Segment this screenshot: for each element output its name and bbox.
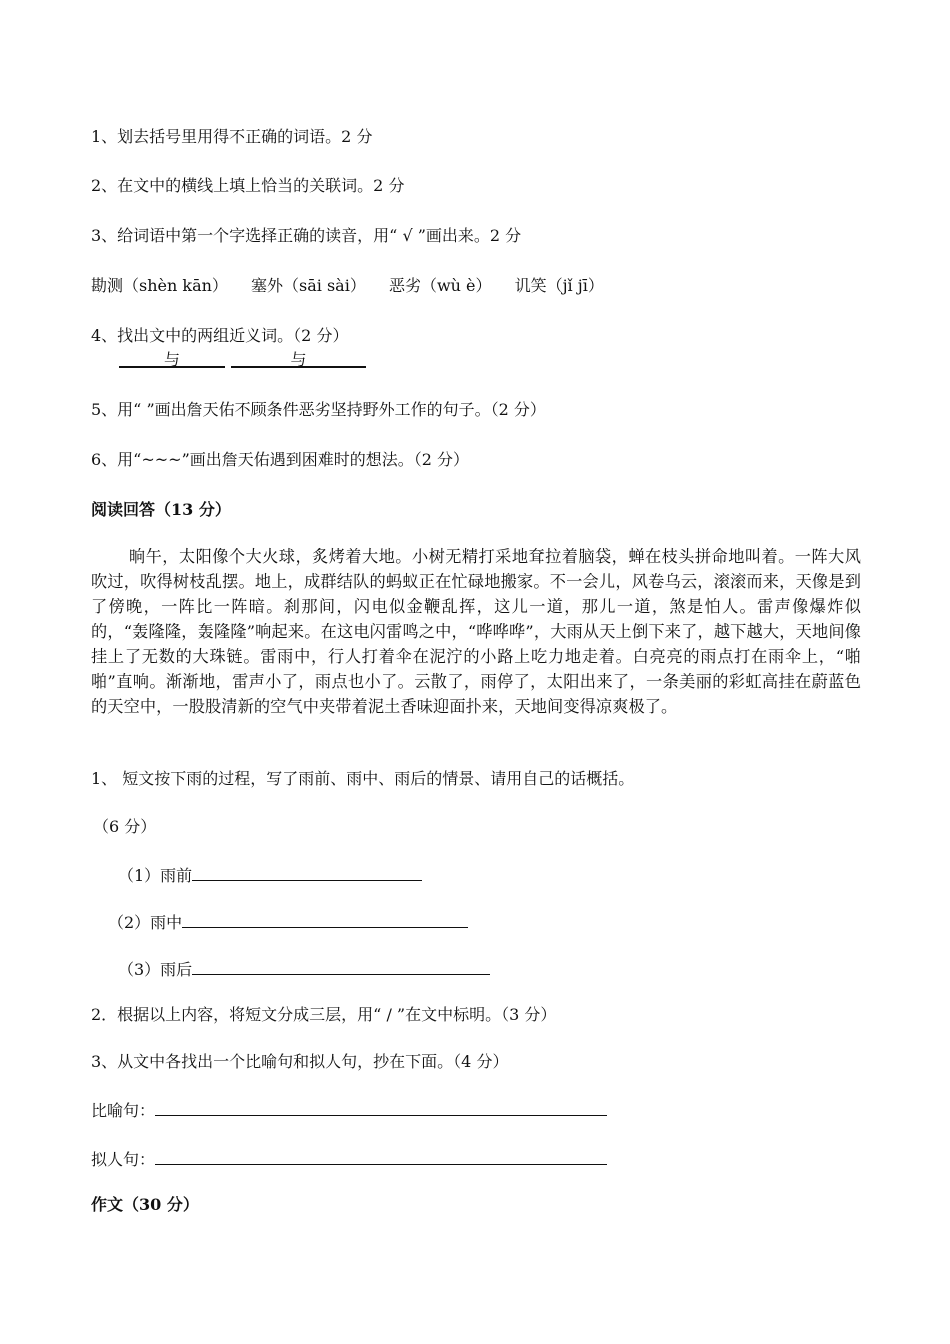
reading-question-3: 3、从文中各找出一个比喻句和拟人句，抄在下面。（4 分） (91, 1052, 509, 1071)
section-reading-title: 阅读回答（13 分） (91, 500, 231, 519)
simile-label: 比喻句： (91, 1101, 156, 1120)
simile-line (91, 1097, 607, 1123)
personification-label: 拟人句： (91, 1150, 156, 1169)
answer-line-during-rain (108, 909, 468, 935)
answer-label: （1）雨前 (118, 866, 193, 885)
synonym-blanks (119, 348, 366, 372)
question-1: 1、划去括号里用得不正确的词语。2 分 (91, 127, 373, 146)
simile-blank[interactable] (155, 1097, 607, 1116)
pinyin-row (91, 274, 604, 298)
reading-question-1-score: （6 分） (93, 817, 157, 836)
question-3: 3、给词语中第一个字选择正确的读音，用“ √ ”画出来。2 分 (91, 226, 522, 245)
reading-passage: 晌午，太阳像个大火球，炙烤着大地。小树无精打采地耷拉着脑袋，蝉在枝头拼命地叫着。一阵大风吹过，吹得树枝乱摆。地上，成群结队的蚂蚁正在忙碌地搬家。不一会儿，风卷乌云，滚滚而来，天像是到了傍晚，一阵比一阵暗。刹那间，闪电似金鞭乱挥，这儿一道，那儿一道，煞是怕人。雷声像爆炸似的，“轰隆隆，轰隆隆”响起来。在这电闪雷鸣之中，“哗哗哗”，大雨从天上倒下来了，越下越大，天地间像挂上了无数的大珠链。雷雨中，行人打着伞在泥泞的小路上吃力地走着。白亮亮的雨点打在雨伞上，“啪啪”直响。渐渐地，雷声小了，雨点也小了。云散了，雨停了，太阳出来了，一条美丽的彩虹高挂在蔚蓝色的天空中，一股股清新的空气中夹带着泥土香味迎面扑来，天地间变得凉爽极了。 (91, 547, 861, 716)
answer-line-before-rain (118, 862, 422, 888)
answer-blank[interactable] (182, 909, 468, 928)
reading-question-2: 2．根据以上内容，将短文分成三层，用“ / ”在文中标明。（3 分） (91, 1005, 557, 1024)
personification-line (91, 1146, 607, 1172)
question-4: 4、找出文中的两组近义词。（2 分） (91, 326, 349, 345)
pinyin-item: 讥笑（jǐ jī） (514, 276, 604, 295)
answer-line-after-rain (118, 956, 490, 982)
answer-label: （3）雨后 (118, 960, 193, 979)
synonym-blank[interactable] (119, 348, 225, 368)
answer-label: （2）雨中 (108, 913, 183, 932)
question-6: 6、用“~~~”画出詹天佑遇到困难时的想法。（2 分） (91, 450, 470, 469)
reading-question-1: 1、 短文按下雨的过程，写了雨前、雨中、雨后的情景、请用自己的话概括。 (91, 769, 635, 788)
pinyin-item: 恶劣（wù è） (388, 276, 492, 295)
synonym-connector: 与 (290, 350, 307, 369)
answer-blank[interactable] (192, 862, 422, 881)
question-2: 2、在文中的横线上填上恰当的关联词。2 分 (91, 176, 405, 195)
personification-blank[interactable] (155, 1146, 607, 1165)
synonym-blank[interactable] (231, 348, 366, 368)
question-5: 5、用“ ”画出詹天佑不顾条件恶劣坚持野外工作的句子。（2 分） (91, 400, 546, 419)
pinyin-item: 塞外（sāi sài） (251, 276, 366, 295)
answer-blank[interactable] (192, 956, 490, 975)
pinyin-item: 勘测（shèn kān） (91, 276, 228, 295)
section-essay-title: 作文（30 分） (91, 1195, 199, 1214)
synonym-connector: 与 (163, 350, 180, 369)
